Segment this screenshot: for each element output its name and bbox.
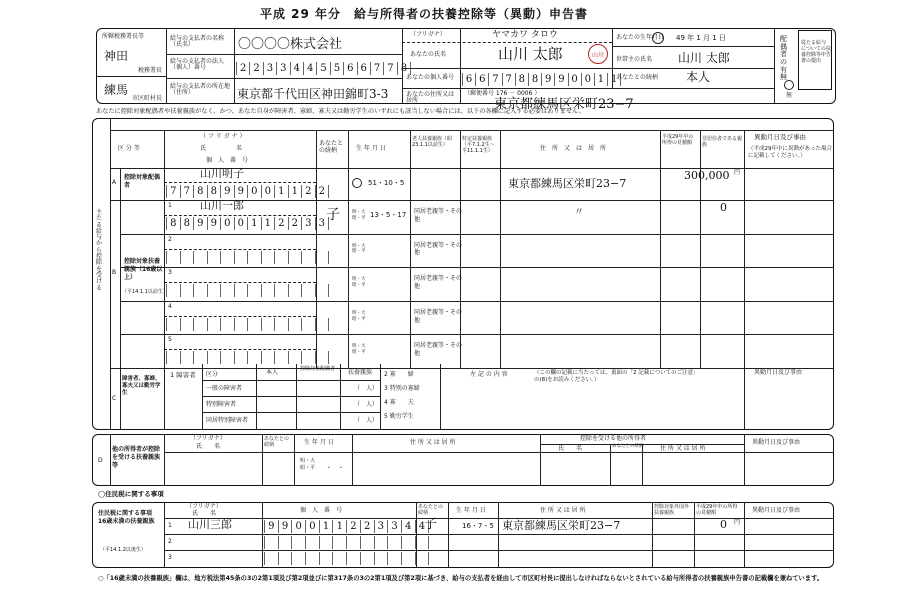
category-label: 区分 xyxy=(206,371,219,378)
section-b-number-digit xyxy=(207,251,221,264)
section-b-number-digit xyxy=(193,251,207,264)
section-b-number-digit xyxy=(274,251,288,264)
widow-label: 2 寡 婦 xyxy=(384,371,414,378)
col-name: 氏 名 xyxy=(200,145,243,152)
section-c-letter: C xyxy=(112,395,117,402)
section-b-number-digit xyxy=(274,284,288,297)
section-b-sub: （平14.1.1以前生） xyxy=(122,289,168,295)
section-b-era-hint: 明・大 昭・平 xyxy=(352,210,366,221)
col-change-note: （平成29年中に異動があった場合に記載してください。） xyxy=(748,146,832,159)
section-a-number-digit: 8 xyxy=(207,185,221,198)
section-a-number-digit: 7 xyxy=(166,185,180,198)
student-label: 5 勤労学生 xyxy=(384,413,414,420)
section-b-row-income: 0 xyxy=(720,201,727,214)
d-other-address: 住 所 又 は 居 所 xyxy=(660,445,706,452)
section-b-row-no: 3 xyxy=(168,269,172,277)
city-value: 練馬 xyxy=(104,83,129,97)
personal-number-digit: 0 xyxy=(568,73,581,86)
r-row-yen: 円 xyxy=(734,519,741,526)
d-era-hint: 明・大 昭・平 xyxy=(300,458,316,471)
payer-number-digit: 2 xyxy=(236,62,249,75)
payer-number-digit: 6 xyxy=(357,62,370,75)
section-b-number-digit xyxy=(261,251,275,264)
r-row-no: 2 xyxy=(168,538,172,545)
r-number-digit: 2 xyxy=(346,520,360,533)
r-number-digit: 4 xyxy=(401,520,415,533)
payer-number-digit: 6 xyxy=(343,62,356,75)
section-b-elder-hint: 同居老親等・その他 xyxy=(414,308,463,324)
r-number-digit xyxy=(305,536,319,549)
section-a-birth: 51・10・5 xyxy=(368,179,405,187)
r-number-digit xyxy=(291,552,305,565)
count-2: （ 人） xyxy=(354,401,379,408)
section-b-row-address: 〃 xyxy=(574,207,584,218)
section-b-row-no: 4 xyxy=(168,302,172,310)
section-a-number-cells xyxy=(166,185,329,198)
spouse-no: 無 xyxy=(786,92,793,99)
r-number-digit xyxy=(415,552,430,565)
r-number-digit: 1 xyxy=(332,520,346,533)
section-b-number-digit: 3 xyxy=(315,217,330,230)
payer-number-digit: 5 xyxy=(330,62,343,75)
col-category: 区 分 等 xyxy=(118,145,140,152)
payer-address-value: 東京都千代田区神田錦町3-3 xyxy=(237,87,389,101)
r-number-digit: 0 xyxy=(291,520,305,533)
section-b-number-digit: 1 xyxy=(261,217,275,230)
main-table xyxy=(92,118,834,430)
section-a-number-digit: 7 xyxy=(180,185,194,198)
section-b-number-digit xyxy=(234,284,248,297)
section-b-era-hint: 明・大 昭・平 xyxy=(352,277,366,289)
section-b-number-digit: 0 xyxy=(220,217,234,230)
section-b-elder-hint: 同居老親等・その他 xyxy=(414,342,463,358)
personal-number-digit: 8 xyxy=(528,73,541,86)
side-note: 従たる給与についての扶養控除等申告書の提出 xyxy=(801,40,832,64)
section-a-number-digit: 9 xyxy=(234,185,248,198)
section-b-number-digit xyxy=(288,318,302,331)
r-number-digit xyxy=(401,536,415,549)
r-number-digit xyxy=(264,552,278,565)
payer-name-label: 給与の支払者の名称（氏名） xyxy=(170,35,225,48)
section-b-row-number xyxy=(166,251,329,264)
r-number-digit xyxy=(360,536,374,549)
resident-title: ◯住民税に関する事項 xyxy=(98,490,164,498)
personal-number-cells xyxy=(462,73,621,86)
personal-number-digit: 7 xyxy=(502,73,515,86)
section-b-row-no: 5 xyxy=(168,336,172,344)
special-disabled: 特別障害者 xyxy=(206,401,237,408)
r-number-digit: 9 xyxy=(264,520,278,533)
section-b-number-digit xyxy=(234,351,248,364)
r-number-digit xyxy=(374,552,388,565)
section-b-number-digit xyxy=(180,318,194,331)
r-address: 住 所 又 は 居 所 xyxy=(540,507,586,514)
section-b-number-digit xyxy=(315,351,330,364)
col-change: 異動月日及び事由 xyxy=(754,133,806,141)
col-income: 平成29年中の所得の見積額 xyxy=(662,134,694,146)
section-b-number-digit: 1 xyxy=(247,217,261,230)
personal-number-digit: 1 xyxy=(594,73,607,86)
section-b-number-digit xyxy=(247,351,261,364)
section-a-address: 東京都練馬区栄町23−7 xyxy=(508,177,627,190)
r-number-digit xyxy=(360,552,374,565)
personal-number-digit: 7 xyxy=(488,73,501,86)
section-a-number-digit: 0 xyxy=(261,185,275,198)
r-number-digit xyxy=(401,552,415,565)
section-a-number-digit: 1 xyxy=(274,185,288,198)
section-b-number-digit xyxy=(220,318,234,331)
self-label: 本人 xyxy=(266,369,279,376)
personal-number-digit: 9 xyxy=(541,73,554,86)
section-b-number-digit: 9 xyxy=(193,217,207,230)
r-number-digit xyxy=(346,536,360,549)
r-row-address: 東京都練馬区栄町23−7 xyxy=(502,519,621,532)
payer-name-value: 〇〇〇〇株式会社 xyxy=(238,37,343,52)
payer-number-digit: 8 xyxy=(397,62,411,75)
furigana-value: ヤマカワ タロウ xyxy=(492,30,558,40)
section-b-number-digit xyxy=(315,251,330,264)
d-relation: あなたとの続柄 xyxy=(264,436,290,448)
section-b-number-digit xyxy=(247,284,261,297)
r-number-digit xyxy=(332,552,346,565)
section-b-row-no: 1 xyxy=(168,202,172,209)
section-a-number-digit: 8 xyxy=(193,185,207,198)
spouse-label: 配偶者の有無 xyxy=(780,35,787,82)
resident-label: 住民税に関する事項 16歳未満の扶養親族 xyxy=(98,510,155,526)
col-birth: 生 年 月 日 xyxy=(356,145,386,152)
count-1: （ 人） xyxy=(354,385,379,392)
r-number-digit: 2 xyxy=(360,520,374,533)
section-b-number-digit xyxy=(220,351,234,364)
section-b-number-digit xyxy=(288,284,302,297)
r-number-digit xyxy=(387,552,401,565)
d-other: 控除を受ける他の所得者 xyxy=(580,435,647,442)
general-disabled: 一般の障害者 xyxy=(206,385,243,392)
payer-number-digit: 4 xyxy=(290,62,303,75)
section-b-elder-hint: 同居老親等・その他 xyxy=(414,241,463,257)
section-b-number-digit xyxy=(261,318,275,331)
section-a-name: 山川明子 xyxy=(200,167,244,180)
c-change-label: 異動月日及び事由 xyxy=(754,369,803,376)
section-b-number-digit xyxy=(193,318,207,331)
r-number-digit xyxy=(278,552,292,565)
section-b-row-number xyxy=(166,217,329,230)
r-birth: 生 年 月 日 xyxy=(456,507,486,514)
d-birth: 生 年 月 日 xyxy=(304,439,334,446)
d-address: 住 所 又 は 居 所 xyxy=(410,439,456,446)
section-b-number-digit xyxy=(247,251,261,264)
relation-value: 本人 xyxy=(686,70,711,84)
section-b-number-digit: 8 xyxy=(180,217,194,230)
furigana-label: （フリガナ） xyxy=(410,31,446,38)
section-b-number-digit xyxy=(301,251,315,264)
footer-note: ○「16歳未満の扶養親族」欄は、地方税法第45条の3の2第1項及び第2項並びに第317条の3の2第1項及び第2項に基づき、給与の支払者を経由して市区町村長に提出しなければならないとされている給与所得者の扶養親族申告書の記載欄を兼ねています。 xyxy=(98,575,824,582)
section-b-letter: B xyxy=(112,269,117,276)
payer-number-digit: 2 xyxy=(249,62,262,75)
r-relation: あなたとの続柄 xyxy=(418,504,444,516)
r-row-number xyxy=(264,536,429,549)
payer-number-digit: 3 xyxy=(276,62,289,75)
city-suffix: 市区町村長 xyxy=(132,95,163,102)
section-b-row-birth: 13・5・17 xyxy=(370,211,407,219)
payer-number-digit: 7 xyxy=(383,62,396,75)
r-number-digit: 1 xyxy=(319,520,333,533)
section-a-number-digit: 1 xyxy=(288,185,302,198)
payer-address-label: 給与の支払者の所在地（住所） xyxy=(170,83,231,96)
personal-number-digit: 9 xyxy=(554,73,567,86)
r-number-digit xyxy=(291,536,305,549)
payer-number-digit: 5 xyxy=(316,62,329,75)
r-number-digit xyxy=(346,552,360,565)
r-income: 平成29年中の所得の見積額 xyxy=(696,504,738,516)
section-b-number-digit xyxy=(166,351,180,364)
section-a-number-digit: 0 xyxy=(247,185,261,198)
section-b-number-digit xyxy=(261,284,275,297)
section-b-number-digit xyxy=(301,318,315,331)
r-number-digit xyxy=(305,552,319,565)
special-widow-label: 3 特別の寡婦 xyxy=(384,385,420,392)
r-number-digit: 0 xyxy=(305,520,319,533)
content-label: 左 記 の 内 容 xyxy=(470,371,508,378)
r-furigana: （フリガナ） xyxy=(186,503,222,510)
section-b-number-digit xyxy=(288,351,302,364)
d-furigana: （フリガナ） xyxy=(190,435,226,442)
col-elder: 老人扶養親族（昭23.1.1以前生） xyxy=(412,136,453,148)
d-dot: ・ ・ xyxy=(326,465,345,472)
r-row-relation: 子 xyxy=(424,517,438,532)
section-b-number-digit xyxy=(166,318,180,331)
relation-label: あなたとの続柄 xyxy=(616,74,659,81)
widower-label: 4 寡 夫 xyxy=(384,399,414,406)
name-value: 山川 太郎 xyxy=(498,45,563,63)
r-row-number xyxy=(264,552,429,565)
section-b-number-digit: 3 xyxy=(301,217,315,230)
section-b-number-digit xyxy=(288,251,302,264)
r-number-digit xyxy=(278,536,292,549)
section-b-era-hint: 明・大 昭・平 xyxy=(352,243,366,255)
section-b-number-digit xyxy=(207,318,221,331)
tax-office-label: 所轄税務署長等 xyxy=(102,33,145,40)
r-row-no: 3 xyxy=(168,554,172,561)
section-b-number-digit xyxy=(220,284,234,297)
r-row-name: 山川三郎 xyxy=(188,518,232,531)
section-b-elder-hint: 同居老親等・その他 xyxy=(414,208,463,223)
special-cohabit: 同居特別障害者 xyxy=(206,417,249,424)
address-label: あなたの住所又は居所 xyxy=(406,91,455,104)
section-b-era-hint: 明・大 昭・平 xyxy=(352,310,366,322)
r-number-digit xyxy=(387,536,401,549)
section-b-number-digit xyxy=(274,318,288,331)
tax-office-value: 神田 xyxy=(104,49,129,63)
section-a-era-circle xyxy=(352,178,362,188)
address-value: 東京都練馬区栄町23−7 xyxy=(494,97,634,112)
section-b-number-digit xyxy=(180,284,194,297)
section-b-number-digit xyxy=(207,284,221,297)
birth-value: 49 年 1 月 1 日 xyxy=(676,34,726,42)
payer-number-cells xyxy=(236,62,411,75)
side-label: 主たる給与から控除を受ける xyxy=(96,209,103,292)
section-b-number-digit xyxy=(166,284,180,297)
d-other-name: 氏 名 xyxy=(558,445,583,452)
r-number: 個 人 番 号 xyxy=(300,507,343,514)
spouse-col-label: 控除対象配偶者 xyxy=(300,366,336,372)
section-b-number-digit xyxy=(247,318,261,331)
personal-number-digit: 0 xyxy=(581,73,594,86)
d-change: 異動月日及び事由 xyxy=(752,439,801,446)
section-b-number-digit xyxy=(315,284,330,297)
r-row-birth: 16・7・5 xyxy=(462,522,494,530)
householder-label: 世帯主の氏名 xyxy=(616,56,653,63)
r-nonres: 控除対象外国外扶養親族 xyxy=(654,504,690,516)
section-b-number-digit: 2 xyxy=(274,217,288,230)
section-b-number-digit: 9 xyxy=(207,217,221,230)
section-b-number-digit xyxy=(301,351,315,364)
col-furigana: （ フ リ ガ ナ ） xyxy=(200,133,246,140)
section-b-number-digit xyxy=(180,251,194,264)
section-b-number-digit xyxy=(180,351,194,364)
dependents-label: 扶養親族 xyxy=(348,369,373,376)
r-number-digit xyxy=(319,536,333,549)
section-a-income: 300,000 xyxy=(684,169,730,182)
section-c-label: 障害者、寡婦、寡夫又は勤労学生 xyxy=(122,376,161,397)
section-b-number-digit xyxy=(274,351,288,364)
section-b-number-digit: 8 xyxy=(166,217,180,230)
r-change: 異動月日及び事由 xyxy=(752,507,801,514)
r-row-income: 0 xyxy=(720,518,727,531)
section-b-number-digit xyxy=(234,318,248,331)
section-a-letter: A xyxy=(112,179,117,186)
r-name: 氏 名 xyxy=(192,510,217,517)
section-a-number-digit: 9 xyxy=(220,185,234,198)
r-row-no: 1 xyxy=(168,522,172,529)
r-number-digit xyxy=(374,536,388,549)
r-number-digit xyxy=(332,536,346,549)
count-3: （ 人） xyxy=(354,417,379,424)
section-b-row-number xyxy=(166,351,329,364)
section-b-number-digit xyxy=(193,351,207,364)
householder-value: 山川 太郎 xyxy=(678,51,730,65)
payer-number-label: 給与の支払者の法人（個人）番号 xyxy=(170,58,225,71)
section-b-era-hint: 明・大 昭・平 xyxy=(352,344,366,356)
era-circle xyxy=(652,32,664,44)
r-number-digit xyxy=(264,536,278,549)
disabled-label: 1 障害者 xyxy=(170,371,196,379)
section-b-number-digit xyxy=(220,251,234,264)
section-b-number-digit xyxy=(193,284,207,297)
section-a-yen: 円 xyxy=(734,169,741,176)
section-b-number-digit xyxy=(315,318,330,331)
section-b-number-digit xyxy=(261,351,275,364)
personal-number-label: あなたの個人番号 xyxy=(406,74,455,81)
section-b-row-number xyxy=(166,284,329,297)
section-b-label: 控除対象扶養親族（16歳以上） xyxy=(124,258,163,281)
postal-value: （郵便番号 176 － 0006 ） xyxy=(464,90,541,97)
section-b-row-name: 山川一郎 xyxy=(200,199,244,212)
section-d-label: 他の所得者が控除を受ける扶養親族等 xyxy=(112,446,161,469)
section-b-row-relation: 子 xyxy=(326,207,340,223)
personal-number-digit: 1 xyxy=(607,73,621,86)
r-number-digit: 3 xyxy=(387,520,401,533)
section-b-number-digit xyxy=(301,284,315,297)
personal-number-digit: 6 xyxy=(462,73,475,86)
section-b-number-digit xyxy=(234,251,248,264)
payer-number-digit: 3 xyxy=(263,62,276,75)
section-b-elder-hint: 同居老親等・その他 xyxy=(414,275,463,290)
col-relation: あなたとの続柄 xyxy=(319,140,344,155)
payer-number-digit: 4 xyxy=(303,62,316,75)
section-b-row-no: 2 xyxy=(168,235,172,243)
section-b-number-digit: 2 xyxy=(288,217,302,230)
personal-number-digit: 8 xyxy=(515,73,528,86)
r-number-digit xyxy=(415,536,430,549)
tax-office-suffix: 税務署長 xyxy=(138,67,163,74)
section-b-number-digit: 0 xyxy=(234,217,248,230)
section-b-number-digit xyxy=(207,351,221,364)
birth-label: あなたの生年月日 xyxy=(616,34,665,41)
r-number-digit xyxy=(319,552,333,565)
r-number-digit: 3 xyxy=(374,520,388,533)
col-nonres: 非居住者である親族 xyxy=(702,136,743,148)
notice-text: あなたに控除対象配偶者や扶養親族がなく、かつ、あなた自身が障害者、寡婦、寡夫又は勤労学生のいずれにも該当しない場合には、以下の各欄に記入する必要はありません。 xyxy=(96,108,585,115)
page-title: 平成 29 年分 給与所得者の扶養控除等（異動）申告書 xyxy=(260,7,589,21)
seal-stamp: 山川 xyxy=(588,44,608,64)
resident-sub: （平14.1.2以後生） xyxy=(100,547,146,553)
spouse-no-circle[interactable] xyxy=(784,80,794,90)
col-address: 住 所 又 は 居 所 xyxy=(540,145,607,152)
r-row-number xyxy=(264,520,429,533)
r-number-digit: 9 xyxy=(278,520,292,533)
section-d-letter: D xyxy=(98,457,103,464)
content-note: （この欄の記載に当たっては、裏面の「2 記載についてのご注意」の(8)をお読みください。） xyxy=(534,370,699,384)
payer-number-digit: 7 xyxy=(370,62,383,75)
personal-number-digit: 6 xyxy=(475,73,488,86)
col-number: 個 人 番 号 xyxy=(206,157,249,164)
col-specific: 特定扶養親族（平7.1.2生〜平11.1.1生） xyxy=(462,136,495,154)
section-b-row-number xyxy=(166,318,329,331)
section-a-number-digit: 2 xyxy=(315,185,330,198)
section-a-label: 控除対象配偶者 xyxy=(124,174,161,189)
d-name: 氏 名 xyxy=(196,443,221,450)
name-label: あなたの氏名 xyxy=(410,51,447,58)
section-a-number-digit: 2 xyxy=(301,185,315,198)
d-other-relation: あなたとの続柄 xyxy=(612,444,644,449)
r-number-digit: 4 xyxy=(415,520,430,533)
section-b-number-digit xyxy=(166,251,180,264)
